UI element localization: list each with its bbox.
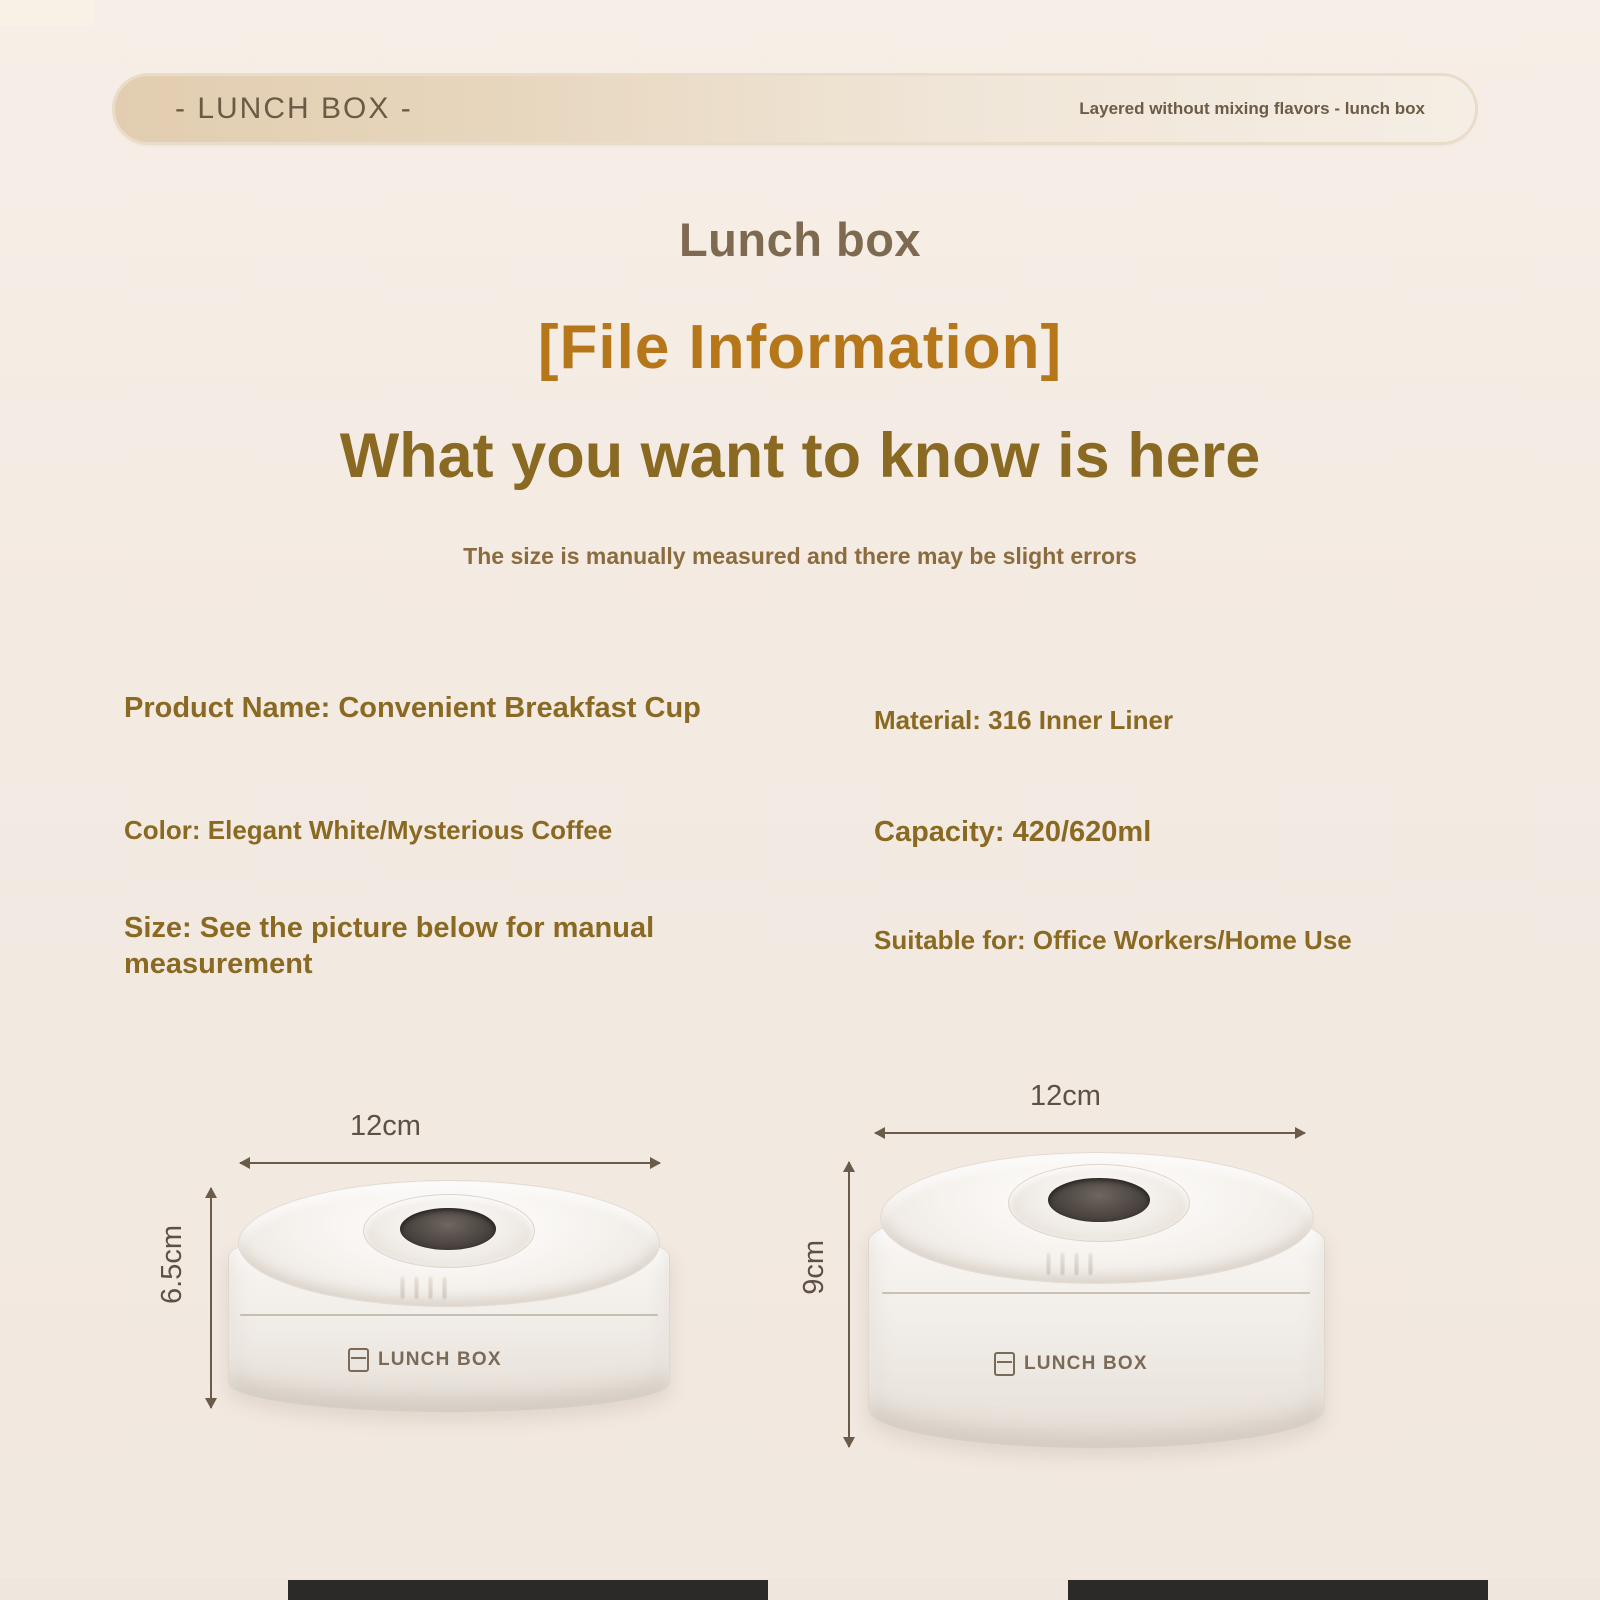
large-box-width-arrow: [875, 1132, 1305, 1134]
bottom-dark-block-right: [1068, 1580, 1488, 1600]
large-box-brand: [994, 1352, 1148, 1376]
small-box-height-label: 6.5cm: [156, 1225, 188, 1304]
lunch-box-logo-icon: [994, 1352, 1015, 1376]
small-box-graphic: [228, 1180, 672, 1415]
small-box-brand-label: LUNCH BOX: [378, 1349, 502, 1370]
large-box-graphic: [868, 1152, 1328, 1452]
small-box-width-label: 12cm: [350, 1110, 421, 1142]
header-banner: [115, 76, 1475, 142]
large-box-height-label: 9cm: [798, 1240, 830, 1295]
bottom-dark-block-left: [288, 1580, 768, 1600]
large-box-seam: [882, 1292, 1310, 1294]
small-box-width-arrow: [240, 1162, 660, 1164]
spec-material: Material: 316 Inner Liner: [874, 705, 1174, 735]
large-box-opening: [1048, 1178, 1150, 1222]
spec-capacity: Capacity: 420/620ml: [874, 816, 1152, 848]
page-title: Lunch box: [678, 213, 922, 266]
lunch-box-logo-icon: [348, 1348, 369, 1372]
figure-small-lunch-box: [156, 1110, 690, 1430]
small-box-vents: [400, 1276, 447, 1300]
spec-color: Color: Elegant White/Mysterious Coffee: [124, 815, 613, 845]
tagline-heading: What you want to know is here: [339, 421, 1261, 491]
spec-size: Size: See the picture below for manual measurement: [124, 912, 655, 981]
small-box-brand: [348, 1348, 502, 1372]
header-subtitle: Layered without mixing flavors - lunch box: [1079, 99, 1425, 118]
small-box-height-arrow: [210, 1188, 212, 1408]
header-title: - LUNCH BOX -: [175, 92, 413, 125]
spec-product-name: Product Name: Convenient Breakfast Cup: [124, 692, 701, 724]
file-information-heading: [File Information]: [537, 313, 1063, 382]
spec-suitable-for: Suitable for: Office Workers/Home Use: [874, 925, 1352, 955]
large-box-height-arrow: [848, 1162, 850, 1447]
large-box-vents: [1046, 1252, 1093, 1276]
measurement-note: The size is manually measured and there may be slight errors: [463, 543, 1137, 569]
figure-large-lunch-box: [798, 1080, 1360, 1440]
large-box-brand-label: LUNCH BOX: [1024, 1353, 1148, 1374]
top-left-decor: [0, 0, 94, 26]
small-box-seam: [240, 1314, 658, 1316]
spec-list: [0, 684, 1600, 984]
large-box-width-label: 12cm: [1030, 1080, 1101, 1112]
small-box-opening: [400, 1208, 496, 1250]
